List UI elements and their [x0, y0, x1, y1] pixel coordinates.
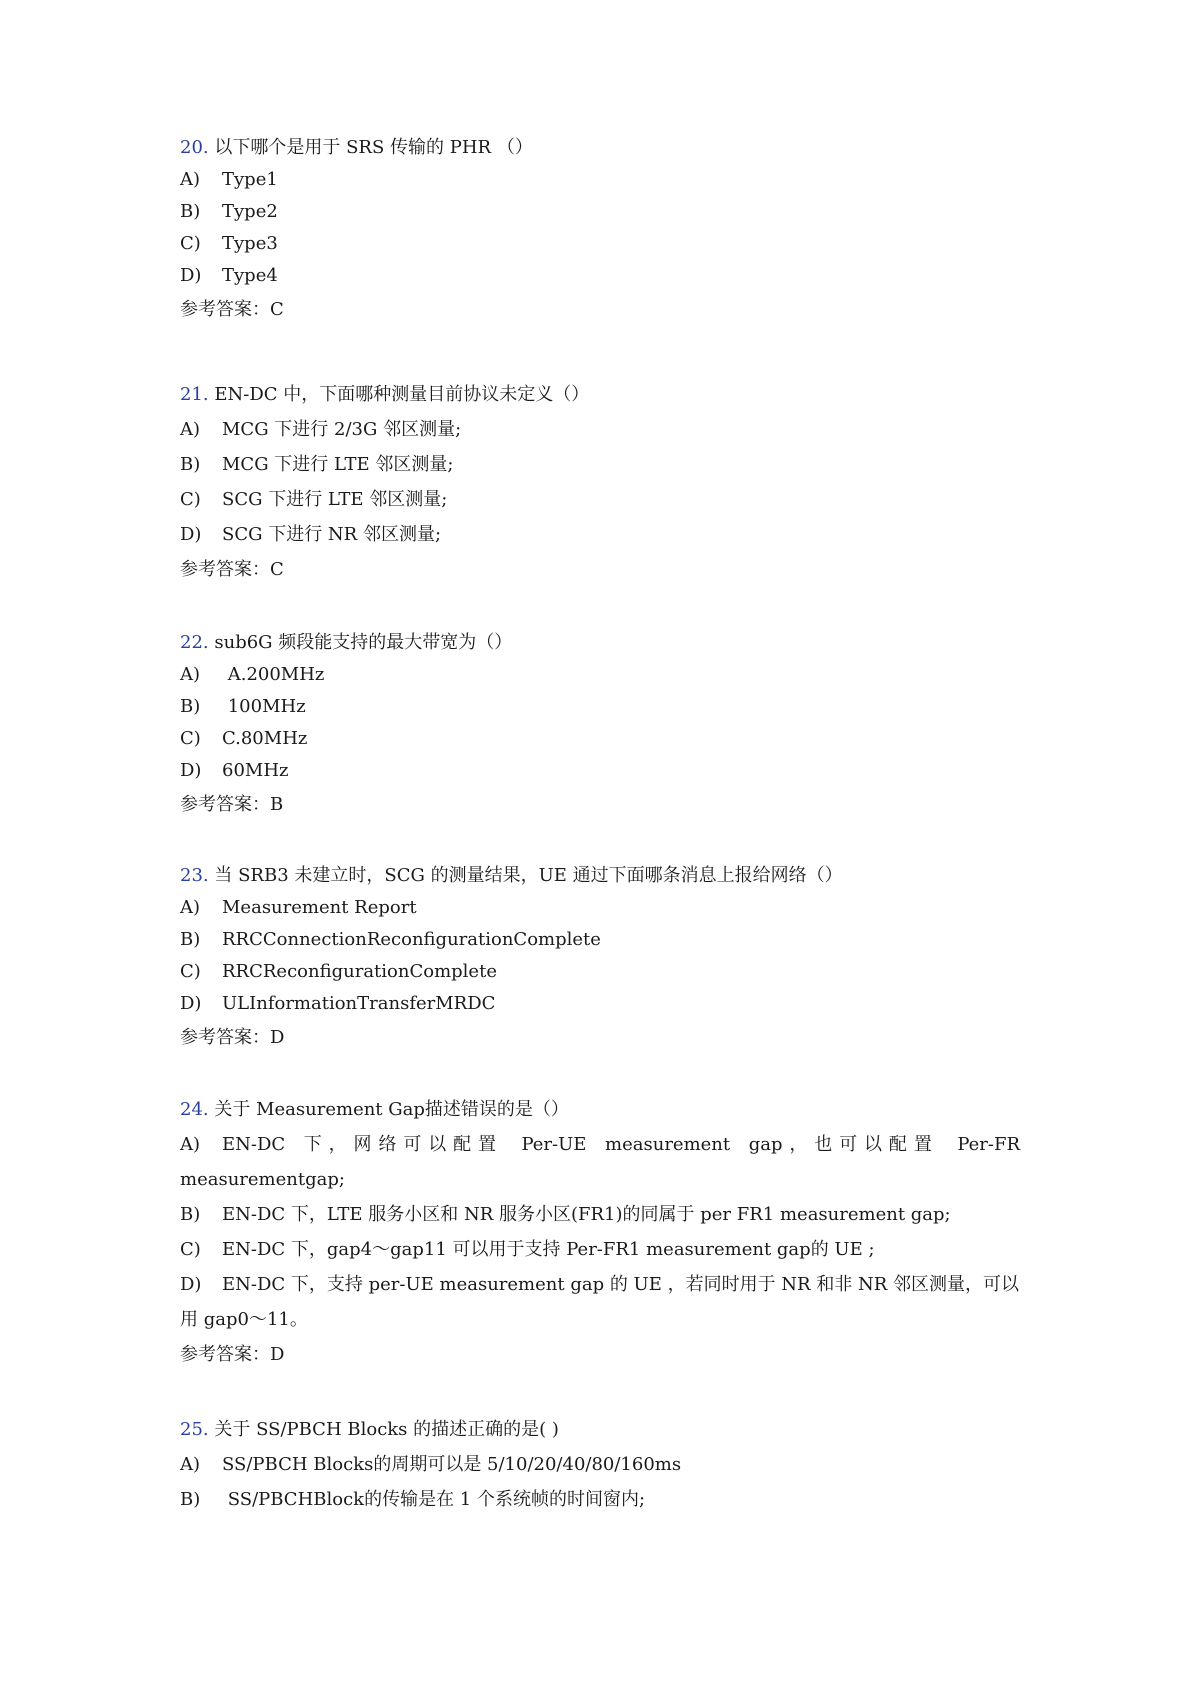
option-a	[180, 1447, 1020, 1482]
option-c	[180, 1232, 1020, 1267]
option-letter: A)	[180, 169, 201, 190]
option-c	[180, 723, 1020, 755]
option-text: A.200MHz	[222, 664, 325, 685]
option-b	[180, 924, 1020, 956]
option-text: EN-DC 下，gap4～gap11 可以用于支持 Per-FR1 measurement gap的 UE ;	[222, 1239, 875, 1260]
option-letter: B)	[180, 929, 201, 950]
question-number: 20.	[180, 137, 209, 158]
question-stem	[180, 1092, 1020, 1127]
option-text: Type2	[222, 201, 278, 222]
option-letter: C)	[180, 233, 201, 254]
option-text: EN-DC 下，网络可以配置 Per-UE measurement gap，也可以配置 Per-FR measurementgap;	[180, 1134, 1020, 1190]
option-d	[180, 517, 1020, 552]
question-text: 当 SRB3 未建立时，SCG 的测量结果，UE 通过下面哪条消息上报给网络（）	[214, 865, 843, 886]
question-stem	[180, 1412, 1020, 1447]
option-text: 60MHz	[222, 760, 289, 781]
option-letter: C)	[180, 489, 201, 510]
answer-key: 参考答案：C	[180, 559, 284, 580]
option-letter: D)	[180, 524, 202, 545]
question-number: 21.	[180, 384, 209, 405]
option-letter: A)	[180, 1454, 201, 1475]
question-stem	[180, 860, 1020, 892]
answer-key: 参考答案：D	[180, 1344, 285, 1365]
option-text: RRCReconfigurationComplete	[222, 961, 497, 982]
question-21	[180, 377, 1020, 587]
option-letter: B)	[180, 1489, 201, 1510]
option-text: 100MHz	[222, 696, 306, 717]
question-25	[180, 1412, 1020, 1517]
option-c	[180, 956, 1020, 988]
option-c	[180, 482, 1020, 517]
option-letter: D)	[180, 265, 202, 286]
option-a	[180, 412, 1020, 447]
option-text: EN-DC 下，支持 per-UE measurement gap 的 UE ，若同时用于 NR 和非 NR 邻区测量，可以用 gap0～11。	[180, 1274, 1020, 1330]
option-text: SCG 下进行 LTE 邻区测量;	[222, 489, 448, 510]
option-b	[180, 196, 1020, 228]
option-letter: B)	[180, 1204, 201, 1225]
option-b	[180, 691, 1020, 723]
question-text: 关于 Measurement Gap描述错误的是（）	[214, 1099, 569, 1120]
option-text: SS/PBCHBlock的传输是在 1 个系统帧的时间窗内;	[222, 1489, 646, 1510]
question-text: 以下哪个是用于 SRS 传输的 PHR （）	[214, 137, 533, 158]
option-text: SS/PBCH Blocks的周期可以是 5/10/20/40/80/160ms	[222, 1454, 682, 1475]
option-text: ULInformationTransferMRDC	[222, 993, 496, 1014]
option-text: RRCConnectionReconfigurationComplete	[222, 929, 601, 950]
option-d	[180, 755, 1020, 787]
option-text: Measurement Report	[222, 897, 417, 918]
option-a	[180, 1127, 1020, 1197]
option-letter: B)	[180, 454, 201, 475]
option-letter: D)	[180, 993, 202, 1014]
question-text: sub6G 频段能支持的最大带宽为（）	[214, 632, 513, 653]
answer-key: 参考答案：B	[180, 794, 284, 815]
option-letter: A)	[180, 897, 201, 918]
option-letter: D)	[180, 760, 202, 781]
question-22	[180, 627, 1020, 821]
option-letter: A)	[180, 1134, 201, 1155]
question-stem	[180, 132, 1020, 164]
option-letter: B)	[180, 201, 201, 222]
option-a	[180, 164, 1020, 196]
option-letter: C)	[180, 961, 201, 982]
option-d	[180, 988, 1020, 1020]
question-number: 24.	[180, 1099, 209, 1120]
option-text: Type3	[222, 233, 278, 254]
option-b	[180, 1482, 1020, 1517]
option-text: C.80MHz	[222, 728, 308, 749]
option-b	[180, 447, 1020, 482]
option-b	[180, 1197, 1020, 1232]
option-letter: D)	[180, 1274, 202, 1295]
option-text: Type4	[222, 265, 278, 286]
option-letter: C)	[180, 728, 201, 749]
option-d	[180, 1267, 1020, 1337]
option-letter: C)	[180, 1239, 201, 1260]
option-a	[180, 659, 1020, 691]
option-a	[180, 892, 1020, 924]
option-text: MCG 下进行 2/3G 邻区测量;	[222, 419, 462, 440]
question-number: 22.	[180, 632, 209, 653]
question-20	[180, 132, 1020, 326]
question-text: 关于 SS/PBCH Blocks 的描述正确的是( )	[214, 1419, 559, 1440]
answer-key: 参考答案：D	[180, 1027, 285, 1048]
option-letter: A)	[180, 419, 201, 440]
option-text: SCG 下进行 NR 邻区测量;	[222, 524, 442, 545]
question-number: 23.	[180, 865, 209, 886]
option-d	[180, 260, 1020, 292]
option-letter: B)	[180, 696, 201, 717]
question-24	[180, 1092, 1020, 1372]
answer-key: 参考答案：C	[180, 299, 284, 320]
option-text: MCG 下进行 LTE 邻区测量;	[222, 454, 454, 475]
option-letter: A)	[180, 664, 201, 685]
question-23	[180, 860, 1020, 1054]
question-text: EN-DC 中，下面哪种测量目前协议未定义（）	[214, 384, 590, 405]
question-stem	[180, 627, 1020, 659]
option-text: Type1	[222, 169, 278, 190]
option-text: EN-DC 下，LTE 服务小区和 NR 服务小区(FR1)的同属于 per FR1 measurement gap;	[222, 1204, 951, 1225]
question-stem	[180, 377, 1020, 412]
option-c	[180, 228, 1020, 260]
question-number: 25.	[180, 1419, 209, 1440]
